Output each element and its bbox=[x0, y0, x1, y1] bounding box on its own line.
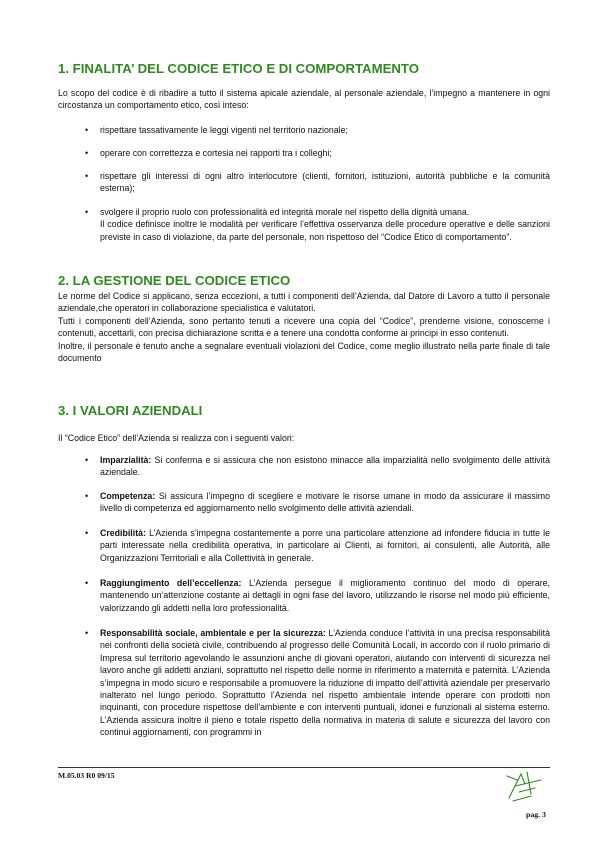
bullet-icon: • bbox=[85, 528, 89, 538]
list-item: svolgere il proprio ruolo con professionalità ed integrità morale nel rispetto della dignità umana. Il codice definisce inoltre le modalità per verificare l’effettiva osservanza delle procedure operative e delle sanzioni previste in caso di violazione, da parte del personale, non rispettoso del “Codice Etico di comportamento”. bbox=[100, 207, 550, 242]
page-number: pag. 3 bbox=[526, 810, 546, 819]
bullet-icon: • bbox=[85, 491, 89, 501]
section-1-heading: 1. FINALITA’ DEL CODICE ETICO E DI COMPORTAMENTO bbox=[58, 61, 419, 76]
section-3-heading: 3. I VALORI AZIENDALI bbox=[58, 403, 203, 418]
bullet-icon: • bbox=[85, 171, 89, 181]
footer-divider bbox=[58, 767, 550, 768]
list-item: operare con correttezza e cortesia nei rapporti tra i colleghi; bbox=[100, 148, 332, 158]
list-item: Competenza: Si assicura l’impegno di scegliere e motivare le risorse umane in modo da assicurare il massimo livello di competenza ed aggiornamento nello svolgimento delle attività aziendali. bbox=[100, 491, 550, 514]
document-code: M.05.03 R0 09/15 bbox=[58, 771, 115, 780]
section-1-intro: Lo scopo del codice è di ribadire a tutto il sistema apicale aziendale, al personale aziendale, l’impegno a mantenere in ogni circostanza un comportamento etico, così inteso: bbox=[58, 88, 550, 111]
section-3-intro: Il “Codice Etico” dell’Azienda si realizza con i seguenti valori: bbox=[58, 433, 295, 443]
list-item: Imparzialità: Si conferma e si assicura che non esistono minacce alla imparzialità nello svolgimento delle attività aziendale. bbox=[100, 455, 550, 478]
list-item: Raggiungimento dell’eccellenza: L’Azienda persegue il miglioramento continuo del modo di operare, mantenendo un’attenzione costante ai dettagli in ogni fase del lavoro, utilizzando le risorse nel modo più efficiente, valorizzando gli addetti nella loro professionalità. bbox=[100, 578, 550, 613]
list-item: rispettare gli interessi di ogni altro interlocutore (clienti, fornitori, istituzioni, autorità pubbliche e la comunità esterna); bbox=[100, 171, 550, 194]
bullet-icon: • bbox=[85, 455, 89, 465]
bullet-icon: • bbox=[85, 148, 89, 158]
section-2-heading: 2. LA GESTIONE DEL CODICE ETICO bbox=[58, 273, 291, 288]
list-item: Credibilità: L’Azienda s’impegna costantemente a porre una particolare attenzione ad infondere fiducia in tutte le parti interessate nella credibilità operativa, in particolare ai Clienti, ai fornitori, ai consulenti, alle Autorità, alle Organizzazioni Territoriali e alla Collettività in generale. bbox=[100, 528, 550, 563]
logo-icon bbox=[505, 768, 545, 804]
bullet-icon: • bbox=[85, 578, 89, 588]
section-2-body: Le norme del Codice si applicano, senza eccezioni, a tutti i componenti dell’Azienda, dal Datore di Lavoro a tutto il personale aziendale,che operatori in collaborazione specialistica e valutatori. Tutti i componenti dell’Azienda, sono pertanto tenuti a ricevere una copia del “Codice”, prenderne visione, conoscerne i contenuti, accettarli, con precisa dichiarazione scritta e a tenere una condotta conforme ai principi in esso contenuti. Inoltre, il personale è tenuto anche a segnalare eventuali violazioni del Codice, come meglio illustrato nella parte finale di tale documento bbox=[58, 291, 550, 364]
bullet-icon: • bbox=[85, 628, 89, 638]
bullet-icon: • bbox=[85, 125, 89, 135]
list-item: rispettare tassativamente le leggi vigenti nel territorio nazionale; bbox=[100, 125, 348, 135]
list-item: Responsabilità sociale, ambientale e per la sicurezza: L’Azienda conduce l’attività in una precisa responsabilità nei confronti della società civile, contribuendo al progresso delle Comunità Locali, in accordo con il ruolo primario di Impresa sul territorio agevolando le assunzioni anche di giovani operatori, aiutando con interventi di sicurezza nel lavoro anche gli addetti anziani, soprattutto nel rispetto delle norme in riferimento a maternità e paternità. L’Azienda s’impegna in modo sicuro e responsabile a promuovere la riduzione di impatto dell’attività aziendale per preservarlo inalterato nel lungo periodo. Soprattutto l’Azienda nel rispetto ambientale intende operare con prodotti non inquinanti, con procedure rispettose dell’ambiente e con interventi puntuali, idonei e funzionali al sistema esterno. L’Azienda assicura inoltre il pieno e totale rispetto della normativa in materia di salute e sicurezza del lavoro con continui aggiornamenti, con programmi in bbox=[100, 628, 550, 738]
bullet-icon: • bbox=[85, 207, 89, 217]
